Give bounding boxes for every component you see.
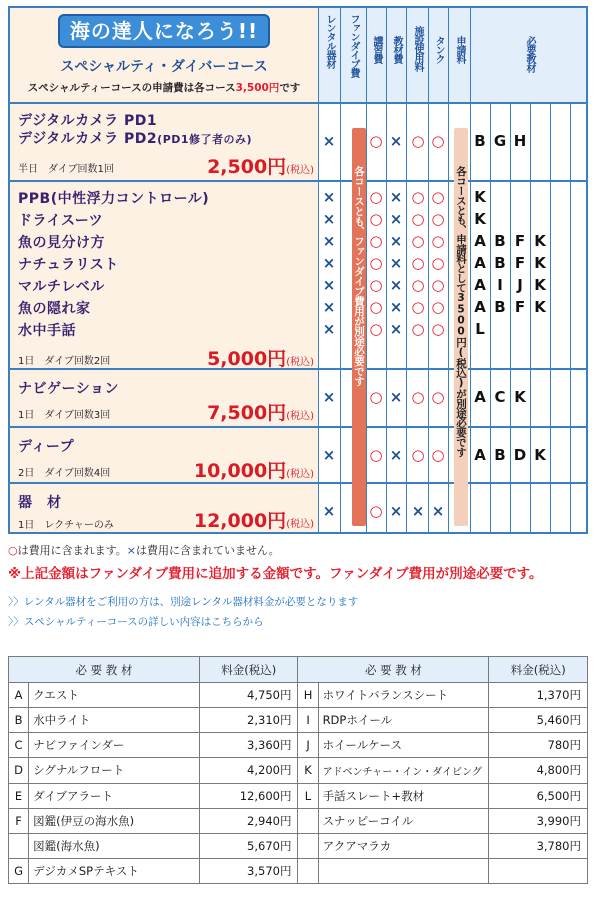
not-included-mark: × xyxy=(389,276,403,294)
material-code-cell: L xyxy=(298,783,318,808)
course-name: 魚の見分け方 xyxy=(18,235,105,251)
not-included-mark: × xyxy=(389,446,403,464)
included-mark: ○ xyxy=(411,210,425,228)
not-included-mark: × xyxy=(322,446,336,464)
course-name: ディープ xyxy=(18,439,75,455)
included-mark: ○ xyxy=(431,388,445,406)
material-fee-cell: 5,670円 xyxy=(199,833,298,858)
materials-row xyxy=(9,708,588,733)
header-fee-right: 料金(税込) xyxy=(489,657,588,683)
included-mark: ○ xyxy=(431,254,445,272)
material-name-cell: RDPホイール xyxy=(318,708,489,733)
price-tax: (税込) xyxy=(286,165,314,176)
col-header-fandive xyxy=(340,8,366,104)
col-label-rental: レンタル器材 xyxy=(324,14,335,68)
included-mark: ○ xyxy=(369,132,383,150)
material-code: C xyxy=(494,388,506,406)
legend-o: ○ xyxy=(8,544,18,557)
material-name-cell: ダイブアラート xyxy=(29,783,200,808)
material-code: A xyxy=(474,388,486,406)
page-subtitle: スペシャルティ・ダイバーコース xyxy=(60,59,268,75)
material-code: F xyxy=(514,254,526,272)
material-code: K xyxy=(534,232,546,250)
material-fee-cell xyxy=(489,858,588,883)
course-name: デジタルカメラ PD1 xyxy=(18,113,158,129)
included-mark: ○ xyxy=(411,276,425,294)
not-included-mark: × xyxy=(389,254,403,272)
col-header-lecture xyxy=(366,8,386,104)
course-name-2 xyxy=(18,128,252,148)
material-code: H xyxy=(513,132,527,150)
col-header-rental xyxy=(318,8,340,104)
included-mark: ○ xyxy=(431,188,445,206)
not-included-mark: × xyxy=(389,298,403,316)
col-header-shinsei xyxy=(448,8,470,104)
legend-note xyxy=(8,542,280,558)
materials-header-row xyxy=(9,657,588,683)
material-name-cell: 水中ライト xyxy=(29,708,200,733)
course-meta: 1日 ダイブ回数3回 xyxy=(18,410,111,421)
material-code: B xyxy=(494,298,506,316)
material-fee-cell: 4,200円 xyxy=(199,758,298,783)
col-label-facility: 施設使用料 xyxy=(412,26,423,71)
material-code: B xyxy=(494,254,506,272)
included-mark: ○ xyxy=(369,254,383,272)
material-code-cell xyxy=(298,808,318,833)
not-included-mark: × xyxy=(322,276,336,294)
included-mark: ○ xyxy=(431,446,445,464)
material-fee-cell: 6,500円 xyxy=(489,783,588,808)
included-mark: ○ xyxy=(369,210,383,228)
included-mark: ○ xyxy=(411,320,425,338)
material-name-cell: アドベンチャー・イン・ダイビング xyxy=(318,758,489,783)
fee-note xyxy=(10,80,318,95)
material-code-cell: A xyxy=(9,683,29,708)
not-included-mark: × xyxy=(322,188,336,206)
course-name-2-main: デジタルカメラ PD2 xyxy=(18,131,158,147)
material-fee-cell: 4,750円 xyxy=(199,683,298,708)
materials-price-table xyxy=(8,656,588,884)
material-code-cell xyxy=(298,833,318,858)
material-code: A xyxy=(474,276,486,294)
course-meta: 半日 ダイブ回数1回 xyxy=(18,164,114,175)
included-mark: ○ xyxy=(411,232,425,250)
course-name: 器 材 xyxy=(18,495,62,511)
course-name: ナビゲーション xyxy=(18,381,119,397)
not-included-mark: × xyxy=(322,132,336,150)
included-mark: ○ xyxy=(411,254,425,272)
material-code: A xyxy=(474,232,486,250)
not-included-mark: × xyxy=(389,388,403,406)
course-name: マルチレベル xyxy=(18,279,105,295)
not-included-mark: × xyxy=(389,210,403,228)
not-included-mark: × xyxy=(322,388,336,406)
material-code: K xyxy=(534,276,546,294)
not-included-mark: × xyxy=(322,254,336,272)
included-mark: ○ xyxy=(369,446,383,464)
material-fee-cell: 1,370円 xyxy=(489,683,588,708)
table-header-left xyxy=(10,8,318,104)
material-code: K xyxy=(534,298,546,316)
included-mark: ○ xyxy=(411,132,425,150)
header-materials-right: 必 要 教 材 xyxy=(298,657,489,683)
material-name-cell: ナビファインダー xyxy=(29,733,200,758)
not-included-mark: × xyxy=(389,502,403,520)
col-label-lecture: 講習費 xyxy=(371,36,382,63)
included-mark: ○ xyxy=(411,446,425,464)
included-mark: ○ xyxy=(431,210,445,228)
material-fee-cell: 4,800円 xyxy=(489,758,588,783)
included-mark: ○ xyxy=(369,502,383,520)
rental-link[interactable]: 〉〉レンタル器材をご利用の方は、別途レンタル器材料金が必要となります xyxy=(8,596,359,608)
materials-row xyxy=(9,808,588,833)
material-code-cell: F xyxy=(9,808,29,833)
course-row-equipment xyxy=(10,484,318,532)
fee-note-prefix: スペシャルティーコースの申請費は各コース xyxy=(27,82,236,94)
course-name: ドライスーツ xyxy=(18,213,104,229)
material-code: K xyxy=(534,254,546,272)
material-name-cell: クエスト xyxy=(29,683,200,708)
course-name: ナチュラリスト xyxy=(18,257,119,273)
material-name-cell: ホワイトバランスシート xyxy=(318,683,489,708)
material-name-cell: シグナルフロート xyxy=(29,758,200,783)
col-label-tank: タンク xyxy=(433,36,444,63)
not-included-mark: × xyxy=(431,502,445,520)
material-code: D xyxy=(513,446,527,464)
fandive-band-text: 各コースとも、ファンダイブ費用が別途必要です xyxy=(353,166,365,386)
included-mark: ○ xyxy=(369,276,383,294)
material-code-cell: G xyxy=(9,858,29,883)
header-fee-left: 料金(税込) xyxy=(199,657,298,683)
price-tax: (税込) xyxy=(286,411,314,422)
col-label-shinsei: 申請料 xyxy=(454,36,465,63)
included-mark: ○ xyxy=(369,298,383,316)
material-name-cell: 図鑑(海水魚) xyxy=(29,833,200,858)
material-code: J xyxy=(517,276,523,294)
included-mark: ○ xyxy=(411,298,425,316)
material-fee-cell: 3,570円 xyxy=(199,858,298,883)
material-code-cell: C xyxy=(9,733,29,758)
material-fee-cell: 3,990円 xyxy=(489,808,588,833)
col-header-tank xyxy=(428,8,448,104)
included-mark: ○ xyxy=(431,298,445,316)
included-mark: ○ xyxy=(431,320,445,338)
materials-row xyxy=(9,683,588,708)
material-code: A xyxy=(474,254,486,272)
page-title: 海の達人になろう!! xyxy=(58,14,270,48)
material-code: L xyxy=(475,320,485,338)
material-name-cell: 図鑑(伊豆の海水魚) xyxy=(29,808,200,833)
material-code: K xyxy=(474,188,486,206)
material-code: F xyxy=(514,298,526,316)
materials-row xyxy=(9,758,588,783)
material-code-cell: H xyxy=(298,683,318,708)
material-code: A xyxy=(474,446,486,464)
course-name: 水中手話 xyxy=(18,323,76,339)
legend-text-2: は費用に含まれていません。 xyxy=(135,544,280,557)
included-mark: ○ xyxy=(369,188,383,206)
material-name-cell: ホイールケース xyxy=(318,733,489,758)
material-code: B xyxy=(474,132,486,150)
included-mark: ○ xyxy=(431,232,445,250)
not-included-mark: × xyxy=(322,320,336,338)
material-code: F xyxy=(514,232,526,250)
material-fee-cell: 5,460円 xyxy=(489,708,588,733)
specialty-details-link[interactable]: 〉〉スペシャルティーコースの詳しい内容はこちらから xyxy=(8,616,264,628)
materials-row xyxy=(9,833,588,858)
not-included-mark: × xyxy=(389,188,403,206)
course-meta: 2日 ダイブ回数4回 xyxy=(18,468,111,479)
price-tax: (税込) xyxy=(286,469,314,480)
col-header-materials xyxy=(470,8,586,104)
materials-row xyxy=(9,783,588,808)
col-header-material xyxy=(386,8,406,104)
material-fee-cell: 3,360円 xyxy=(199,733,298,758)
course-name: PPB(中性浮力コントロール) xyxy=(18,191,210,207)
material-fee-cell: 2,310円 xyxy=(199,708,298,733)
not-included-mark: × xyxy=(411,502,425,520)
course-name: 魚の隠れ家 xyxy=(18,301,91,317)
material-fee-cell: 3,780円 xyxy=(489,833,588,858)
material-code: I xyxy=(497,276,503,294)
material-code-cell: E xyxy=(9,783,29,808)
material-code: K xyxy=(514,388,526,406)
price-tax: (税込) xyxy=(286,519,314,530)
col-label-materials: 必要教材 xyxy=(524,36,535,72)
not-included-mark: × xyxy=(389,132,403,150)
material-code-cell: J xyxy=(298,733,318,758)
material-code-cell: D xyxy=(9,758,29,783)
not-included-mark: × xyxy=(389,232,403,250)
not-included-mark: × xyxy=(322,232,336,250)
materials-row xyxy=(9,858,588,883)
col-label-material: 教材費 xyxy=(391,36,402,63)
material-name-cell: スナッピーコイル xyxy=(318,808,489,833)
material-code-cell: B xyxy=(9,708,29,733)
included-mark: ○ xyxy=(411,188,425,206)
course-row-deep xyxy=(10,428,318,484)
col-label-fandive: ファンダイブ費 xyxy=(348,14,359,77)
course-row-digicam xyxy=(10,104,318,182)
price-value: 12,000円 xyxy=(193,510,287,532)
material-name-cell: アクアマラカ xyxy=(318,833,489,858)
price-value: 2,500円 xyxy=(207,156,287,178)
col-header-facility xyxy=(406,8,428,104)
material-code-cell xyxy=(298,858,318,883)
legend-text-1: は費用に含まれます。 xyxy=(17,544,127,557)
material-code: K xyxy=(534,446,546,464)
fee-note-amount: 3,500円 xyxy=(235,82,280,94)
materials-body xyxy=(9,683,588,884)
included-mark: ○ xyxy=(431,132,445,150)
material-code-cell xyxy=(9,833,29,858)
material-name-cell: デジカメSPテキスト xyxy=(29,858,200,883)
material-fee-cell: 2,940円 xyxy=(199,808,298,833)
course-row-navigation xyxy=(10,370,318,428)
material-code: K xyxy=(474,210,486,228)
material-code-cell: I xyxy=(298,708,318,733)
material-code: A xyxy=(474,298,486,316)
included-mark: ○ xyxy=(369,232,383,250)
shinsei-band-text: 各コースとも、申請料として3500円(税込)が別途必要です xyxy=(455,166,467,457)
course-name-2-note: (PD1修了者のみ) xyxy=(157,133,253,146)
fee-note-suffix: です xyxy=(279,82,301,94)
not-included-mark: × xyxy=(322,502,336,520)
not-included-mark: × xyxy=(389,320,403,338)
course-table xyxy=(8,6,588,534)
materials-row xyxy=(9,733,588,758)
material-name-cell xyxy=(318,858,489,883)
course-price xyxy=(207,152,314,179)
legend-x: × xyxy=(126,544,136,557)
course-meta: 1日 ダイブ回数2回 xyxy=(18,356,111,367)
material-fee-cell: 12,600円 xyxy=(199,783,298,808)
included-mark: ○ xyxy=(369,320,383,338)
not-included-mark: × xyxy=(322,210,336,228)
not-included-mark: × xyxy=(322,298,336,316)
course-price xyxy=(207,344,314,371)
course-price xyxy=(207,398,314,425)
price-value: 7,500円 xyxy=(207,402,287,424)
material-fee-cell: 780円 xyxy=(489,733,588,758)
course-price xyxy=(194,456,314,483)
included-mark: ○ xyxy=(431,276,445,294)
header-materials-left: 必 要 教 材 xyxy=(9,657,200,683)
course-row-group xyxy=(10,182,318,370)
material-code: G xyxy=(493,132,507,150)
material-name-cell: 手話スレート+教材 xyxy=(318,783,489,808)
material-code: B xyxy=(494,232,506,250)
warning-note: ※上記金額はファンダイブ費用に追加する金額です。ファンダイブ費用が別途必要です。 xyxy=(8,566,543,582)
price-value: 5,000円 xyxy=(207,348,287,370)
course-price xyxy=(194,506,314,533)
price-tax: (税込) xyxy=(286,357,314,368)
course-meta: 1日 レクチャーのみ xyxy=(18,520,114,531)
price-value: 10,000円 xyxy=(193,460,287,482)
material-code: B xyxy=(494,446,506,464)
included-mark: ○ xyxy=(369,388,383,406)
material-code-cell: K xyxy=(298,758,318,783)
included-mark: ○ xyxy=(411,388,425,406)
